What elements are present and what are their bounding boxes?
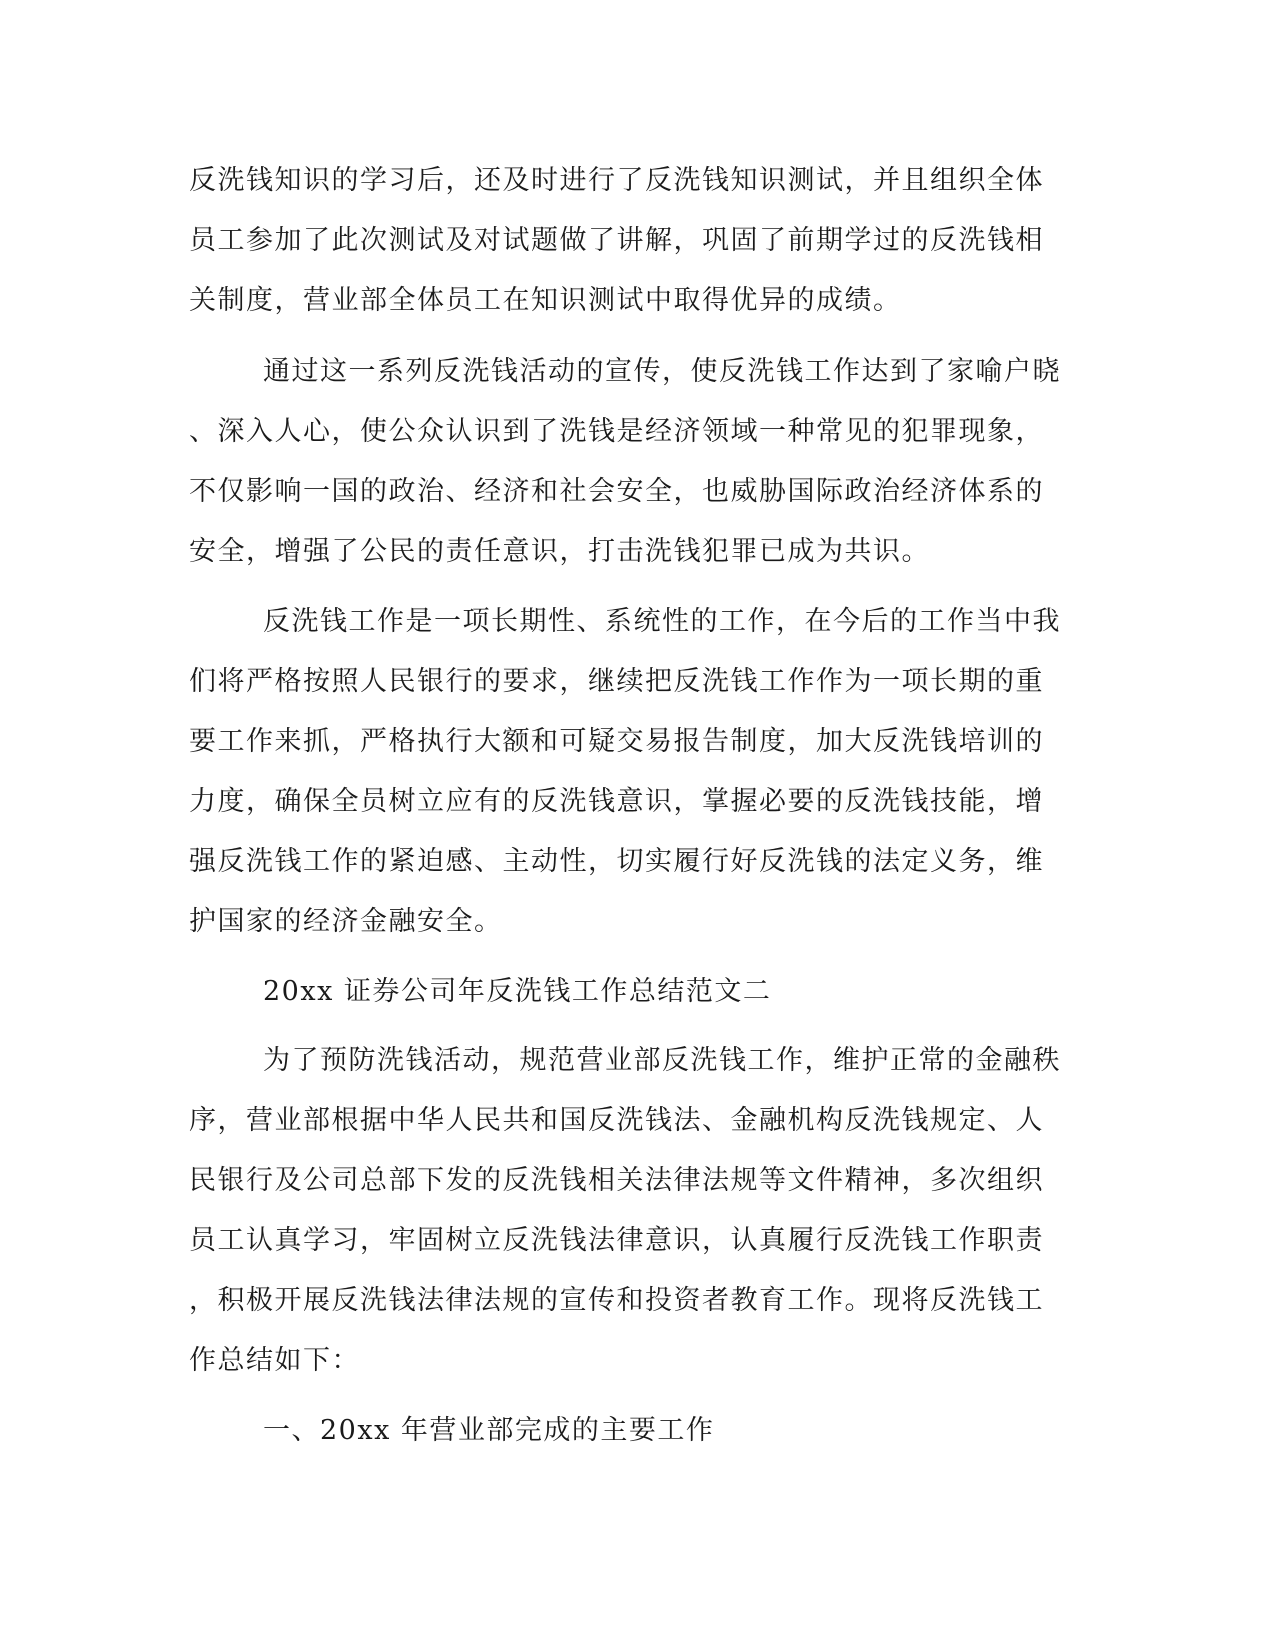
text-line: 通过这一系列反洗钱活动的宣传，使反洗钱工作达到了家喻户晓 [263, 356, 1061, 387]
text-line: 反洗钱知识的学习后，还及时进行了反洗钱知识测试，并且组织全体 [189, 165, 1044, 196]
text-line: 要工作来抓，严格执行大额和可疑交易报告制度，加大反洗钱培训的 [189, 726, 1044, 757]
text-line: 作总结如下： [189, 1345, 360, 1376]
text-line: 员工认真学习，牢固树立反洗钱法律意识，认真履行反洗钱工作职责 [189, 1225, 1044, 1256]
text-line: 为了预防洗钱活动，规范营业部反洗钱工作，维护正常的金融秩 [263, 1045, 1061, 1076]
text-line: 、深入人心，使公众认识到了洗钱是经济领域一种常见的犯罪现象， [189, 416, 1044, 447]
section-title: 20xx 证券公司年反洗钱工作总结范文二 [263, 976, 772, 1007]
text-line: 关制度，营业部全体员工在知识测试中取得优异的成绩。 [189, 285, 902, 316]
section-heading: 一、20xx 年营业部完成的主要工作 [263, 1415, 715, 1446]
text-line: 反洗钱工作是一项长期性、系统性的工作，在今后的工作当中我 [263, 606, 1061, 637]
text-line: 护国家的经济金融安全。 [189, 906, 503, 937]
text-line: 们将严格按照人民银行的要求，继续把反洗钱工作作为一项长期的重 [189, 666, 1044, 697]
text-line: 员工参加了此次测试及对试题做了讲解，巩固了前期学过的反洗钱相 [189, 225, 1044, 256]
text-line: 序，营业部根据中华人民共和国反洗钱法、金融机构反洗钱规定、人 [189, 1105, 1044, 1136]
text-line: ，积极开展反洗钱法律法规的宣传和投资者教育工作。现将反洗钱工 [189, 1285, 1044, 1316]
text-line: 力度，确保全员树立应有的反洗钱意识，掌握必要的反洗钱技能，增 [189, 786, 1044, 817]
text-line: 民银行及公司总部下发的反洗钱相关法律法规等文件精神，多次组织 [189, 1165, 1044, 1196]
text-line: 不仅影响一国的政治、经济和社会安全，也威胁国际政治经济体系的 [189, 476, 1044, 507]
text-line: 安全，增强了公民的责任意识，打击洗钱犯罪已成为共识。 [189, 536, 930, 567]
text-line: 强反洗钱工作的紧迫感、主动性，切实履行好反洗钱的法定义务，维 [189, 846, 1044, 877]
